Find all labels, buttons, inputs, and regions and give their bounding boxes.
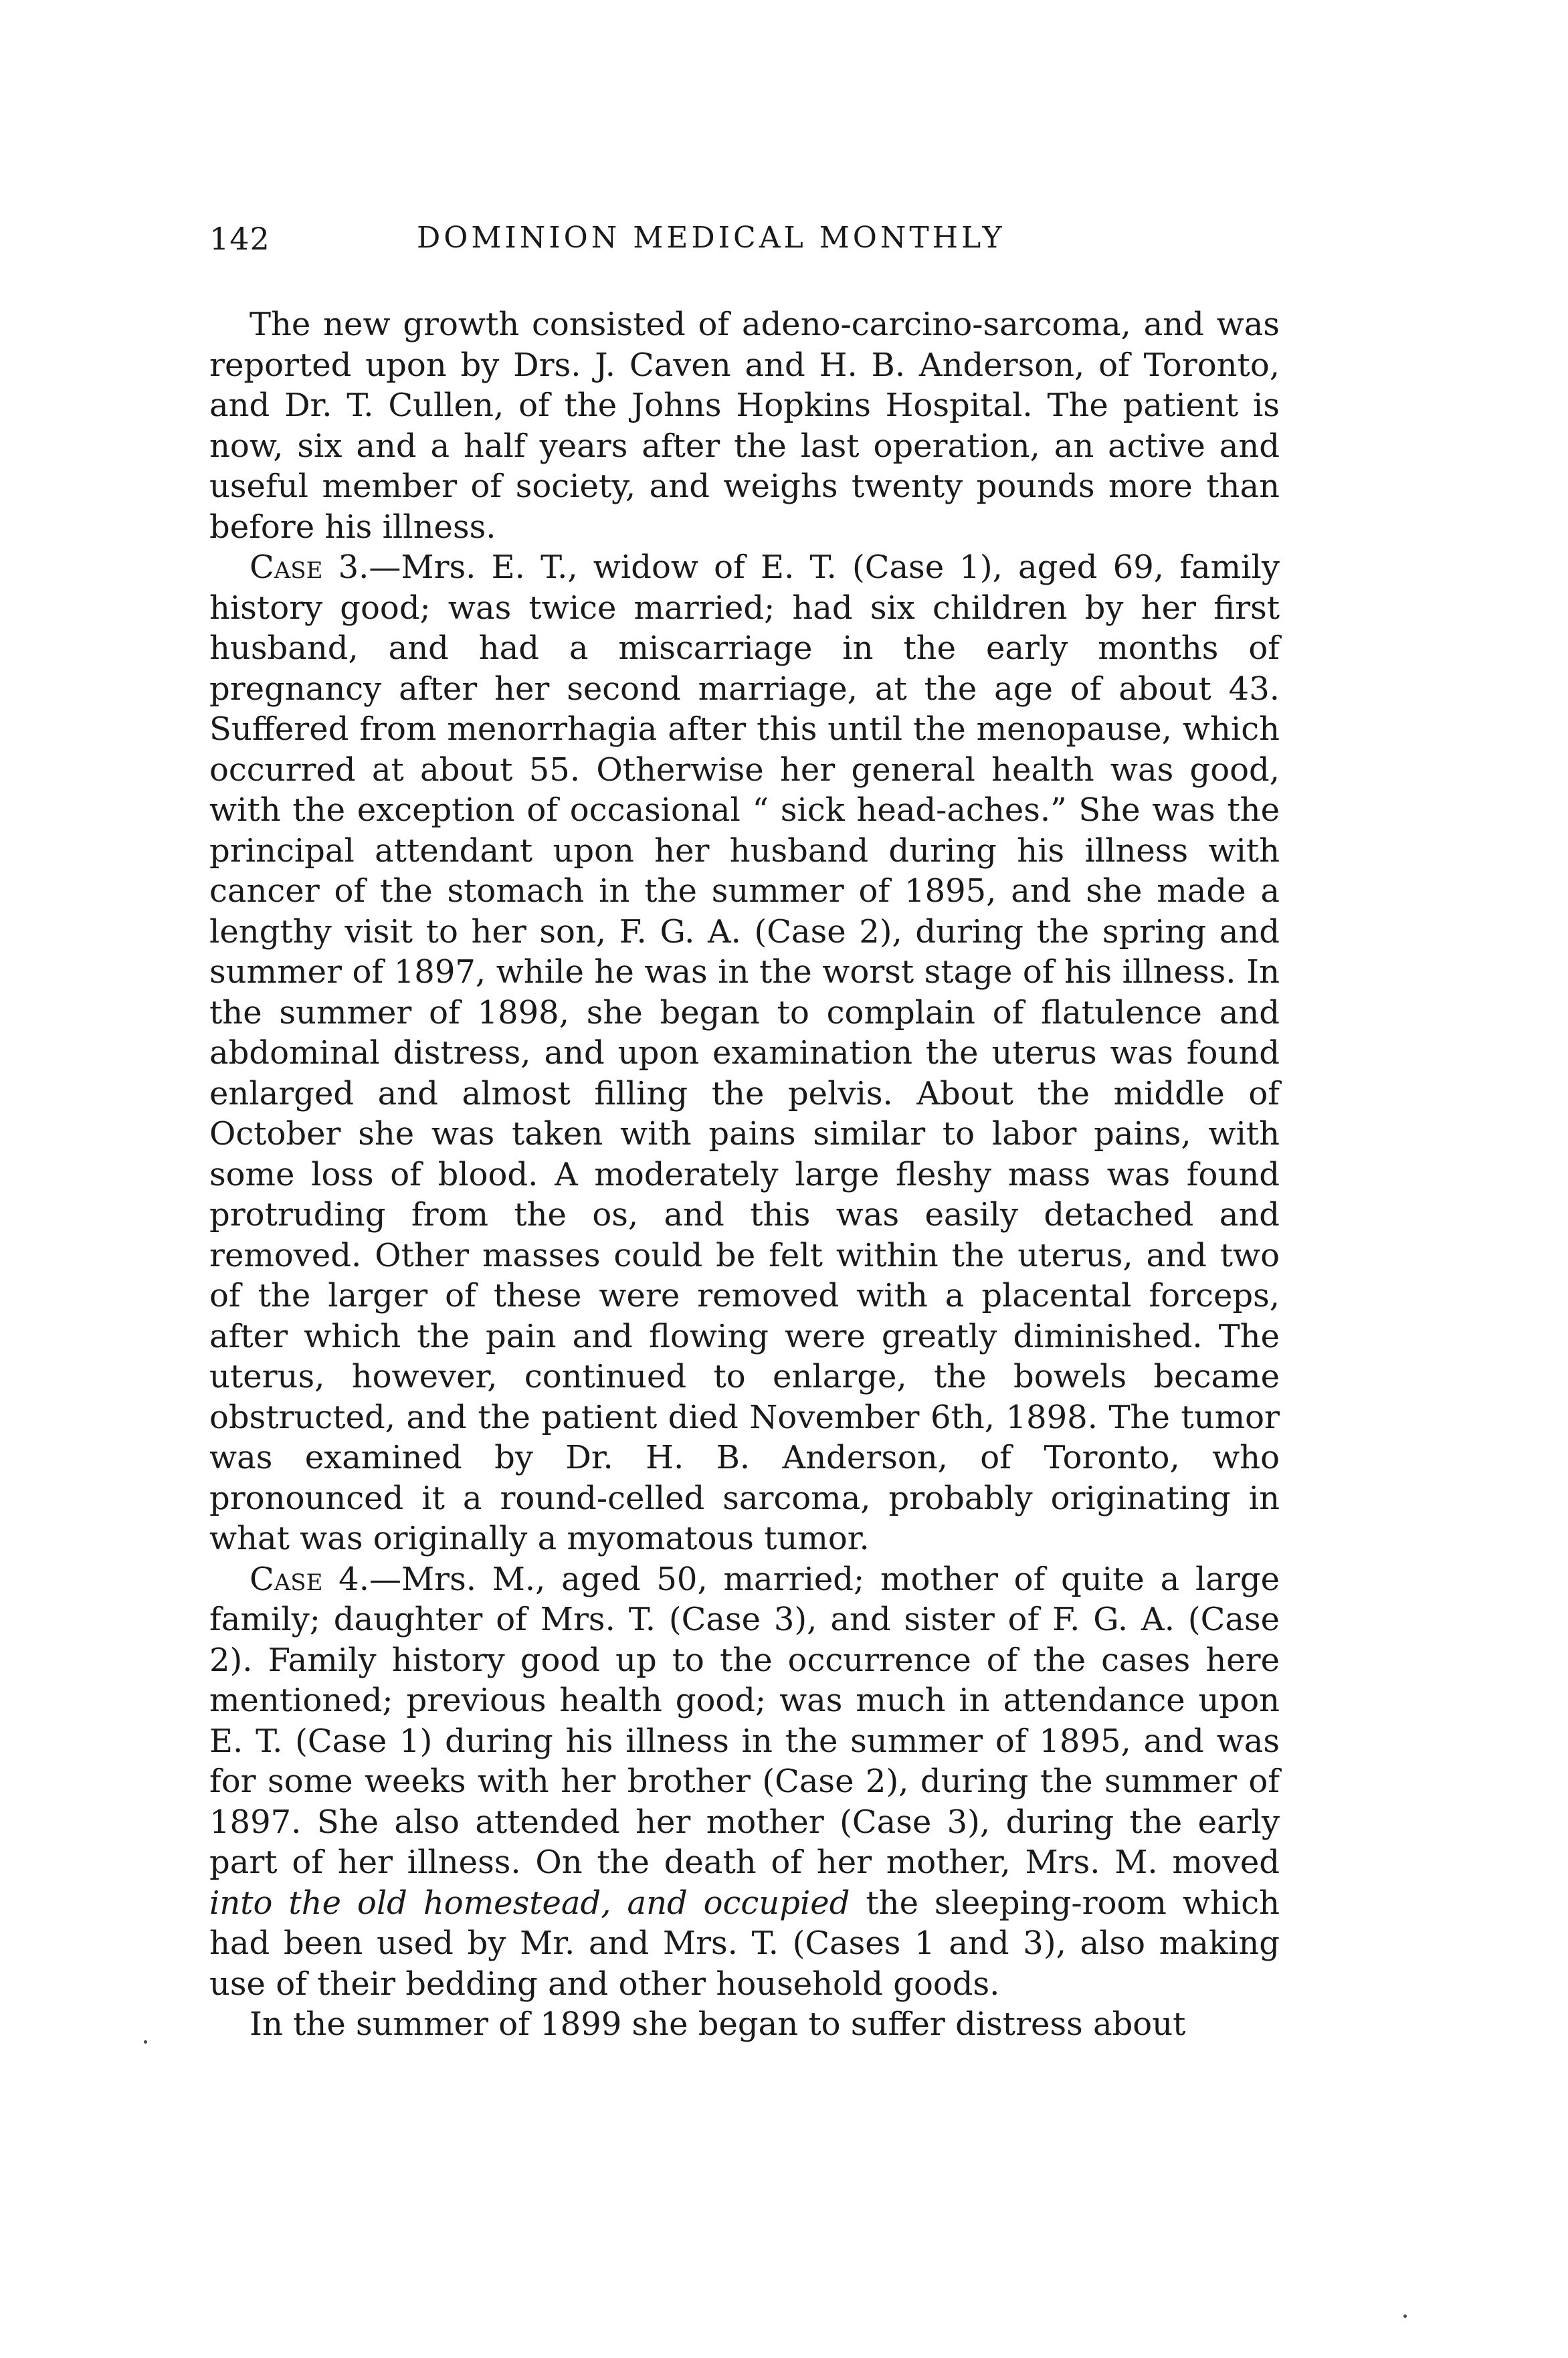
case-4-text-a: 4.—Mrs. M., aged 50, married; mother of quite a large family; daughter of Mrs. T. (Case 3), and sister of F. G. A. (Case 2). Family history good up to the occurrence of the cases here mentioned; previous health good; was much in attendance upon E. T. (Case 1) during his illness in the summer of 1895, and was for some weeks with her brother (Case 2), during the summer of 1897. She also attended her mother (Case 3), during the early part of her illness. On the death of her mother, Mrs. M. moved	[209, 1560, 1280, 1881]
running-head: DOMINION MEDICAL MONTHLY	[417, 221, 1005, 255]
page-header	[209, 221, 1280, 281]
case-3-label: Case	[250, 549, 323, 586]
margin-speck	[1403, 2315, 1407, 2318]
paragraph-case-4	[209, 1559, 1280, 2005]
paragraph-1-text: The new growth consisted of adeno-carcino-sarcoma, and was reported upon by Drs. J. Caven and H. B. Anderson, of Toronto, and Dr. T. Cullen, of the Johns Hopkins Hospital. The patient is now, six and a half years after the last operation, an active and useful member of society, and weighs twenty pounds more than before his illness.	[209, 306, 1280, 546]
paragraph-4-text: In the summer of 1899 she began to suffer distress about	[250, 2005, 1186, 2043]
case-4-text-b: the sleeping-room which had been used by Mr. and Mrs. T. (Cases 1 and 3), also making use of their bedding and other household goods.	[209, 1884, 1280, 2003]
case-4-label: Case	[250, 1560, 323, 1598]
case-4-text-italic: into the old homestead, and occupied	[209, 1884, 850, 1922]
case-3-text: 3.—Mrs. E. T., widow of E. T. (Case 1), aged 69, family history good; was twice married; had six children by her first husband, and had a miscarriage in the early months of pregnancy after her second marriage, at the age of about 43. Suffered from menorrhagia after this until the menopause, which occurred at about 55. Otherwise her general health was good, with the exception of occasional “ sick head-aches.” She was the principal attendant upon her husband during his illness with cancer of the stomach in the summer of 1895, and she made a lengthy visit to her son, F. G. A. (Case 2), during the spring and summer of 1897, while he was in the worst stage of his illness. In the summer of 1898, she began to complain of flatulence and abdominal distress, and upon examination the uterus was found enlarged and almost filling the pelvis. About the middle of October she was taken with pains similar to labor pains, with some loss of blood. A moderately large fleshy mass was found protruding from the os, and this was easily detached and removed. Other masses could be felt within the uterus, and two of the larger of these were removed with a placental forceps, after which the pain and flowing were greatly diminished. The uterus, however, continued to enlarge, the bowels became obstructed, and the patient died November 6th, 1898. The tumor was examined by Dr. H. B. Anderson, of Toronto, who pronounced it a round-celled sarcoma, probably originating in what was originally a myomatous tumor.	[209, 549, 1280, 1557]
paragraph-4	[209, 2004, 1280, 2045]
paragraph-1	[209, 304, 1280, 547]
paragraph-case-3	[209, 547, 1280, 1559]
page-number: 142	[209, 221, 270, 257]
body-text	[209, 304, 1280, 2045]
margin-speck	[144, 2040, 147, 2044]
